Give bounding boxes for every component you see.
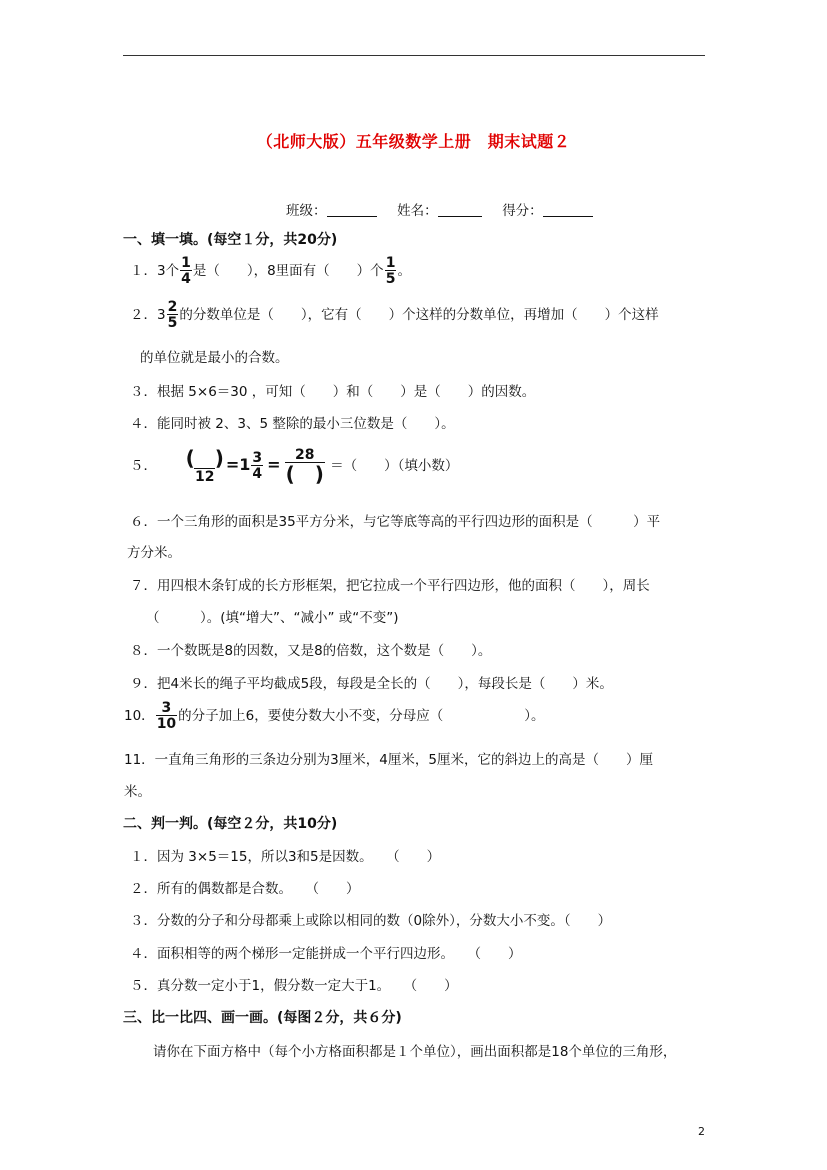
fraction [167,300,179,330]
question-6: ６．一个三角形的面积是35平方分米，与它等底等高的平行四边形的面积是（ ）平 [130,514,661,530]
numerator: 28 [294,447,315,463]
numerator: 1 [181,255,191,271]
question-9: ９．把4米长的绳子平均截成5段，每段是全长的（ ），每段长是（ ）米。 [130,676,613,692]
denominator: 12 [194,469,215,485]
question-10 [124,701,545,731]
denominator: 4 [252,466,263,482]
denominator: 5 [385,271,396,287]
header-rule [123,55,705,56]
denominator: 5 [167,315,178,331]
denominator-blank[interactable]: ( ) [285,462,324,486]
question-7-cont: （ ）。(填“增大”、“减小” 或“不变”) [146,610,399,626]
judge-3: ３．分数的分子和分母都乘上或除以相同的数（0除外），分数大小不变。（ ） [130,913,612,929]
question-1 [130,256,411,286]
q10-label: 10． [124,708,155,724]
q5-text-b: ＝（ ）（填小数） [330,458,459,474]
numerator: 3 [252,450,263,466]
page-title: （北师大版）五年级数学上册 期末试题２ [256,132,571,151]
section-heading: 二、判一判。(每空２分，共10分) [123,816,338,832]
judge-5: ５．真分数一定小于1，假分数一定大于1。 （ ） [130,978,458,994]
denominator: 10 [156,716,177,732]
section-heading: 一、填一填。(每空１分，共20分) [123,232,338,248]
student-info [286,199,593,219]
page-number: 2 [698,1125,705,1138]
name-label: 姓名： [397,203,438,219]
q1-text-b: 是（ ），8里面有（ ）个 [192,263,384,279]
question-4: ４．能同时被 2、3、5 整除的最小三位数是（ ）。 [130,416,455,432]
fraction [180,256,192,286]
numerator: 3 [161,700,172,716]
q1-text-c: 。 [397,263,411,279]
q10-text-b: 的分子加上6，要使分数大小不变，分母应（ ）。 [178,708,545,724]
question-2-cont: 的单位就是最小的合数。 [140,350,289,366]
numerator: 1 [385,255,396,271]
fraction [185,448,225,484]
q2-text-a: ２．3 [130,307,166,323]
question-8: ８．一个数既是8的因数，又是8的倍数，这个数是（ ）。 [130,643,492,659]
name-blank[interactable] [438,202,482,217]
question-11: 11．一直角三角形的三条边分别为3厘米，4厘米，5厘米，它的斜边上的高是（ ）厘 [124,752,653,768]
class-blank[interactable] [327,202,377,217]
judge-1: １．因为 3×5＝15，所以3和5是因数。 （ ） [130,849,441,865]
q2-text-b: 的分数单位是（ ），它有（ ）个这样的分数单位，再增加（ ）个这样 [179,307,659,323]
question-11-cont: 米。 [124,784,151,800]
score-blank[interactable] [543,202,593,217]
question-7: ７．用四根木条钉成的长方形框架，把它拉成一个平行四边形，他的面积（ ），周长 [130,578,650,594]
q5-label: ５． [130,458,157,474]
section-heading: 三、比一比四、画一画。(每图２分，共６分) [123,1010,402,1026]
question-6-cont: 方分米。 [127,545,181,561]
fraction [285,448,325,484]
class-label: 班级： [286,203,327,219]
equals-one: =1 [225,455,251,474]
question-5 [130,448,458,484]
question-3: ３．根据 5×6＝30 ，可知（ ）和（ ）是（ ）的因数。 [130,384,536,400]
judge-4: ４．面积相等的两个梯形一定能拼成一个平行四边形。 （ ） [130,946,522,962]
draw-instruction: 请你在下面方格中（每个小方格面积都是１个单位），画出面积都是18个单位的三角形， [153,1044,677,1060]
fraction [251,451,263,481]
fraction [385,256,397,286]
numerator-blank[interactable]: ( ) [185,446,224,470]
equals: = [267,455,281,474]
denominator: 4 [181,271,191,287]
q1-text-a: １．3个 [130,263,180,279]
numerator: 2 [167,299,178,315]
fraction [156,701,177,731]
judge-2: ２．所有的偶数都是合数。 （ ） [130,881,360,897]
question-2 [130,300,659,330]
score-label: 得分： [502,203,543,219]
